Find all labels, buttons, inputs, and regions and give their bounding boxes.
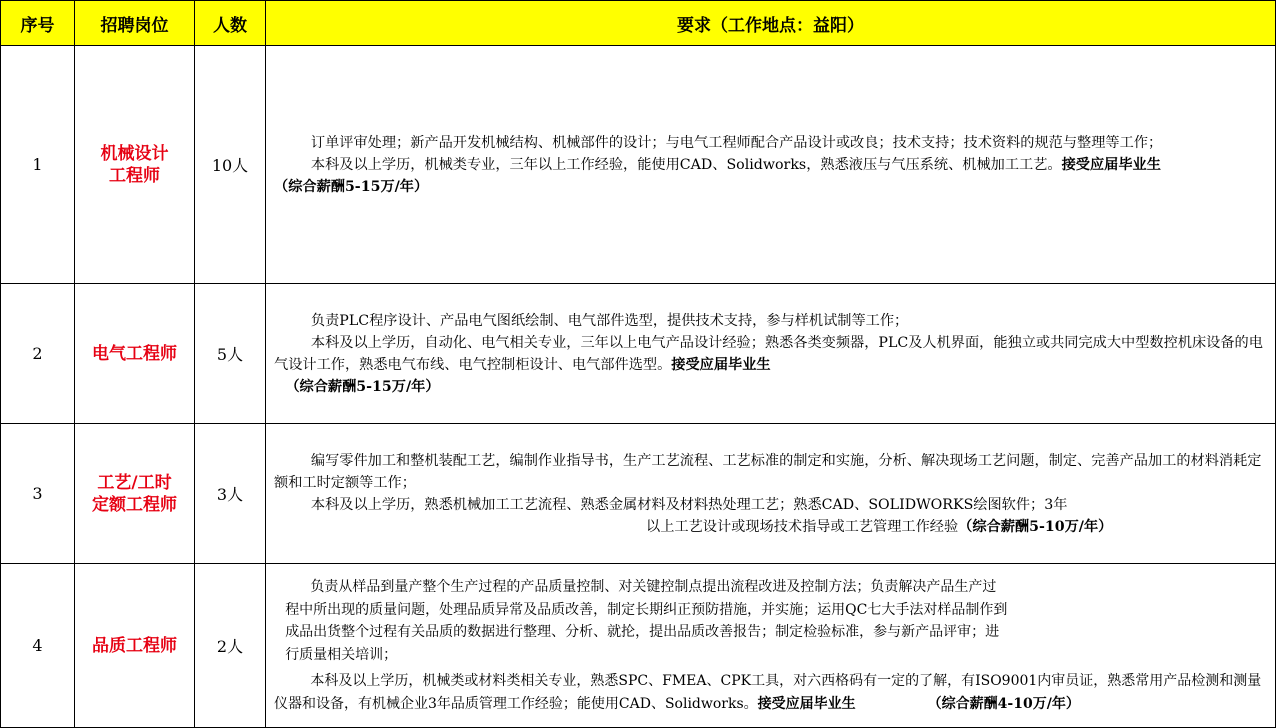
requirement-text: 以上工艺设计或现场技术指导或工艺管理工作经验 (646, 518, 959, 535)
duty-text: 成品出货整个过程有关品质的数据进行整理、分析、就抡，提出品质改善报告；制定检验标准，参与新产品评审；进 (285, 624, 1000, 640)
salary-note: （综合薪酬5-10万/年） (958, 518, 1113, 535)
row-requirements (266, 564, 1276, 728)
position-line: 品质工程师 (92, 635, 177, 656)
position-line: 定额工程师 (92, 494, 177, 515)
row-position (75, 564, 195, 728)
position-line: 电气工程师 (92, 343, 177, 364)
table-row (1, 284, 1276, 424)
row-count: 5人 (195, 284, 266, 424)
row-num: 1 (1, 46, 75, 284)
header-count: 人数 (195, 1, 266, 46)
row-requirements (266, 46, 1276, 284)
table-header-row (1, 1, 1276, 46)
salary-note: （综合薪酬5-15万/年） (285, 378, 440, 395)
requirement-text: 本科及以上学历，熟悉机械加工工艺流程、熟悉金属材料及材料热处理工艺；熟悉CAD、SOLIDWORKS绘图软件；3年 (310, 496, 1068, 513)
row-count: 3人 (195, 424, 266, 564)
position-line: 工艺/工时 (97, 472, 172, 493)
position-line: 工程师 (109, 165, 160, 186)
graduate-note: 接受应届毕业生 (1061, 156, 1161, 173)
graduate-note: 接受应届毕业生 (671, 356, 771, 373)
requirement-text: 本科及以上学历，机械类专业，三年以上工作经验，能使用CAD、Solidworks，熟悉液压与气压系统、机械加工工艺。 (310, 156, 1062, 173)
row-requirements (266, 284, 1276, 424)
salary-note: （综合薪酬5-15万/年） (274, 178, 429, 195)
table-row (1, 46, 1276, 284)
row-count: 2人 (195, 564, 266, 728)
table-row (1, 564, 1276, 728)
duty-text: 负责从样品到量产整个生产过程的产品质量控制、对关键控制点提出流程改进及控制方法；负责解决产品生产过 (310, 579, 997, 595)
duty-text: 行质量相关培训； (285, 646, 398, 663)
duty-text: 负责PLC程序设计、产品电气图纸绘制、电气部件选型，提供技术支持，参与样机试制等工作； (310, 312, 909, 329)
table-row (1, 424, 1276, 564)
duty-text: 订单评审处理；新产品开发机械结构、机械部件的设计；与电气工程师配合产品设计或改良；技术支持；技术资料的规范与整理等工作； (310, 134, 1163, 151)
graduate-note: 接受应届毕业生 (757, 695, 856, 712)
salary-note: （综合薪酬4-10万/年） (927, 695, 1080, 712)
header-position: 招聘岗位 (75, 1, 195, 46)
row-position (75, 46, 195, 284)
position-line: 机械设计 (100, 143, 169, 164)
requirement-text: 本科及以上学历，自动化、电气相关专业，三年以上电气产品设计经验；熟悉各类变频器，PLC及人机界面，能独立或共同完成大中型数控机床设备的电气设计工作，熟悉电气布线、电气控制柜设计、电气部件选型。 (274, 334, 1263, 373)
header-num: 序号 (1, 1, 75, 46)
row-position (75, 284, 195, 424)
header-requirements: 要求（工作地点：益阳） (266, 1, 1276, 46)
row-count: 10人 (195, 46, 266, 284)
row-num: 2 (1, 284, 75, 424)
requirement-text: 本科及以上学历，机械类或材料类相关专业，熟悉SPC、FMEA、CPK工具，对六西格码有一定的了解，有ISO9001内审员证，熟悉常用产品检测和测量仪器和设备，有机械企业3年品质管理工作经验；能使用CAD、Solidworks。 (274, 673, 1262, 712)
row-requirements (266, 424, 1276, 564)
row-num: 3 (1, 424, 75, 564)
duty-text: 编写零件加工和整机装配工艺，编制作业指导书，生产工艺流程、工艺标准的制定和实施，分析、解决现场工艺问题，制定、完善产品加工的材料消耗定额和工时定额等工作； (274, 452, 1262, 491)
row-position (75, 424, 195, 564)
row-num: 4 (1, 564, 75, 728)
duty-text: 程中所出现的质量问题，处理品质异常及品质改善，制定长期纠正预防措施，并实施；运用QC七大手法对样品制作到 (285, 601, 1008, 618)
